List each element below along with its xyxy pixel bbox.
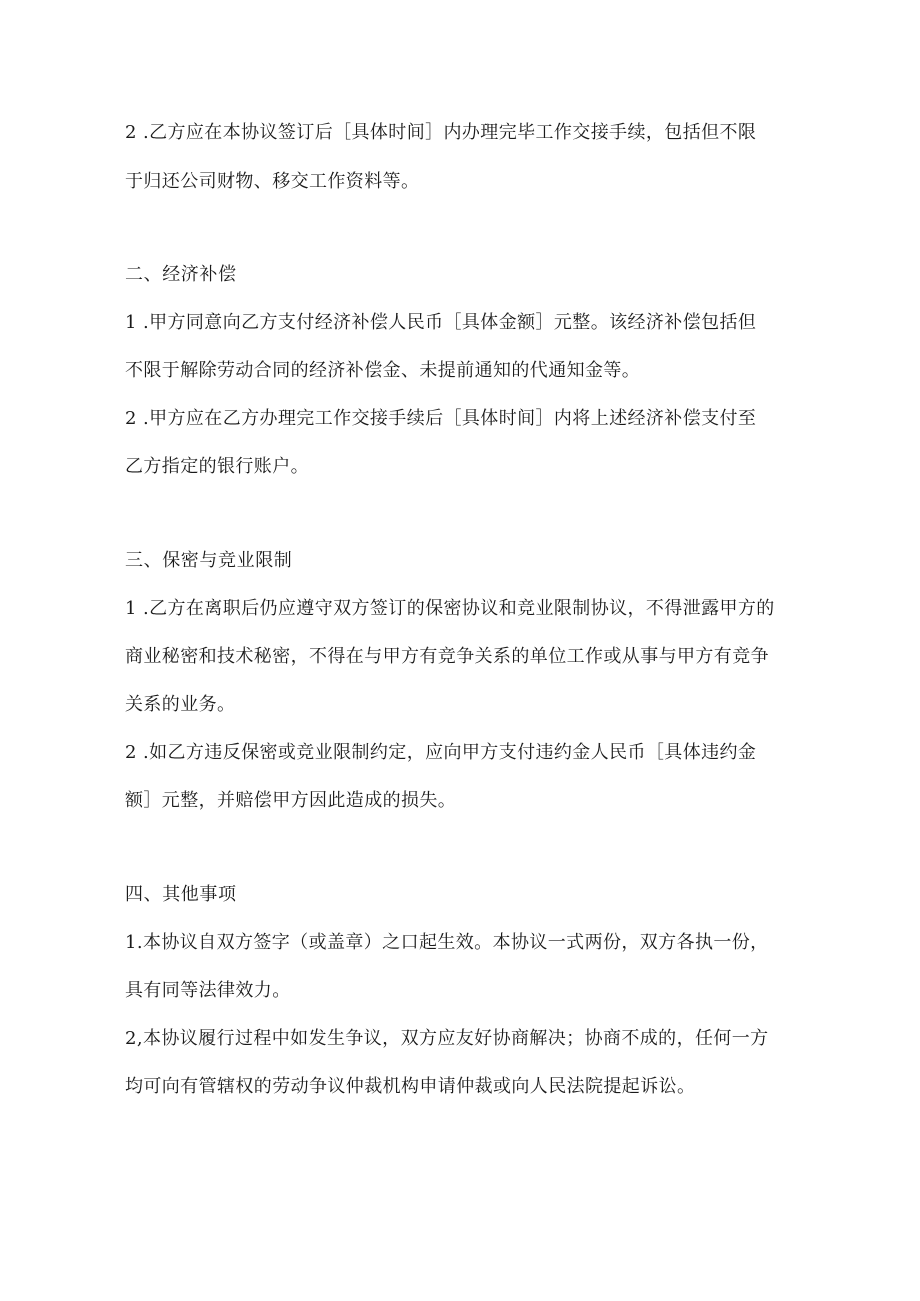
section-heading-other: 四、其他事项	[125, 884, 237, 905]
other-line-2: 具有同等法律效力。	[125, 980, 291, 1001]
compensation-line-1: 1 .甲方同意向乙方支付经济补偿人民币［具体金额］元整。该经济补偿包括但	[125, 312, 757, 333]
confidentiality-line-3: 关系的业务。	[125, 694, 236, 715]
section-heading-compensation: 二、经济补偿	[125, 264, 237, 285]
compensation-line-3: 2 .甲方应在乙方办理完工作交接手续后［具体时间］内将上述经济补偿支付至	[125, 408, 757, 429]
section-heading-confidentiality: 三、保密与竞业限制	[125, 550, 293, 571]
confidentiality-line-5: 额］元整，并赔偿甲方因此造成的损失。	[125, 790, 457, 811]
confidentiality-line-1: 1 .乙方在离职后仍应遵守双方签订的保密协议和竞业限制协议，不得泄露甲方的	[125, 598, 775, 619]
handover-line-2: 于归还公司财物、移交工作资料等。	[125, 171, 420, 192]
confidentiality-line-4: 2 .如乙方违反保密或竞业限制约定，应向甲方支付违约金人民币［具体违约金	[125, 742, 757, 763]
handover-line-1: 2 .乙方应在本协议签订后［具体时间］内办理完毕工作交接手续，包括但不限	[125, 122, 757, 143]
other-line-3: 2,本协议履行过程中如发生争议，双方应友好协商解决；协商不成的，任何一方	[125, 1028, 769, 1049]
compensation-line-2: 不限于解除劳动合同的经济补偿金、未提前通知的代通知金等。	[125, 360, 641, 381]
compensation-line-4: 乙方指定的银行账户。	[125, 456, 309, 477]
other-line-1: 1.本协议自双方签字（或盖章）之口起生效。本协议一式两份，双方各执一份，	[125, 932, 769, 953]
confidentiality-line-2: 商业秘密和技术秘密，不得在与甲方有竞争关系的单位工作或从事与甲方有竞争	[125, 646, 769, 667]
other-line-4: 均可向有管辖权的劳动争议仲裁机构申请仲裁或向人民法院提起诉讼。	[125, 1076, 696, 1097]
